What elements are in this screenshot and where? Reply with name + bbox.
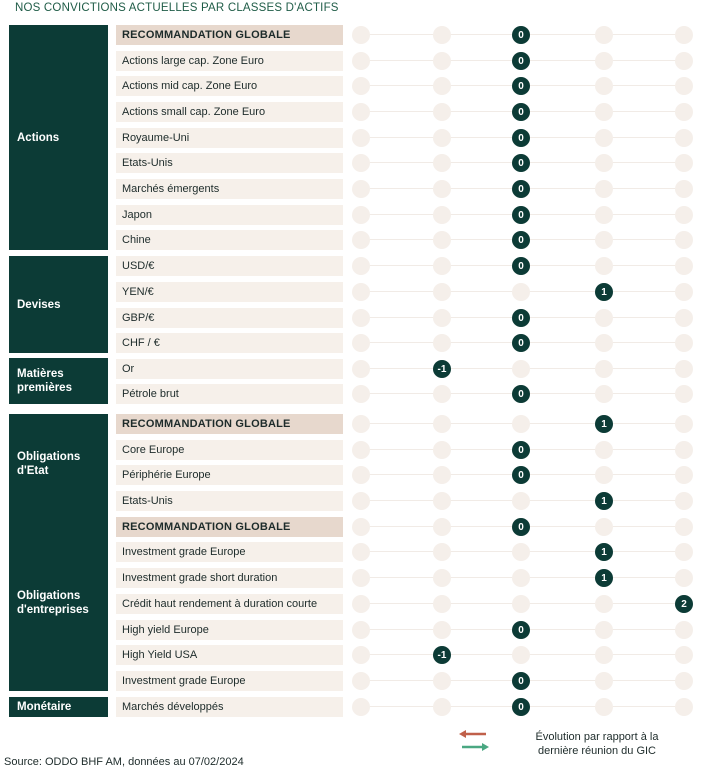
asset-label: Crédit haut rendement à duration courte xyxy=(116,594,343,614)
conviction-marker: 0 xyxy=(512,52,530,70)
conviction-marker: 0 xyxy=(512,672,530,690)
scale-dot xyxy=(352,231,370,249)
asset-label: High Yield USA xyxy=(116,645,343,665)
conviction-marker: 0 xyxy=(512,206,530,224)
conviction-marker: 1 xyxy=(595,415,613,433)
scale-dot xyxy=(595,26,613,44)
conviction-scale xyxy=(350,230,696,250)
scale-dot xyxy=(433,698,451,716)
scale-dot xyxy=(595,672,613,690)
legend-line-1: Évolution par rapport à la xyxy=(535,731,659,743)
category-label: Actions xyxy=(17,131,60,144)
scale-dot xyxy=(352,26,370,44)
scale-dot xyxy=(433,672,451,690)
scale-dot xyxy=(675,26,693,44)
conviction-marker: 0 xyxy=(512,309,530,327)
asset-label: Actions mid cap. Zone Euro xyxy=(116,76,343,96)
conviction-marker: 0 xyxy=(512,334,530,352)
scale-dot xyxy=(352,698,370,716)
conviction-marker: 1 xyxy=(595,569,613,587)
asset-label: Périphérie Europe xyxy=(116,465,343,485)
scale-dot xyxy=(433,334,451,352)
scale-dot xyxy=(433,309,451,327)
scale-dot xyxy=(352,441,370,459)
scale-dot xyxy=(352,621,370,639)
scale-dot xyxy=(433,257,451,275)
conviction-scale xyxy=(350,440,696,460)
conviction-scale xyxy=(350,517,696,537)
scale-dot xyxy=(675,52,693,70)
scale-dot xyxy=(675,646,693,664)
scale-dot xyxy=(595,466,613,484)
scale-dot xyxy=(352,646,370,664)
category-label: Monétaire xyxy=(17,701,72,713)
scale-dot xyxy=(595,129,613,147)
conviction-marker: 2 xyxy=(675,595,693,613)
conviction-scale xyxy=(350,384,696,404)
scale-dot xyxy=(675,129,693,147)
scale-dot xyxy=(352,672,370,690)
scale-dot xyxy=(433,283,451,301)
scale-dot xyxy=(352,569,370,587)
scale-dot xyxy=(675,309,693,327)
scale-dot xyxy=(595,52,613,70)
conviction-scale xyxy=(350,51,696,71)
category-monetaire xyxy=(9,697,108,717)
conviction-marker: 0 xyxy=(512,180,530,198)
conviction-scale xyxy=(350,671,696,691)
conviction-marker: 1 xyxy=(595,283,613,301)
scale-dot xyxy=(675,492,693,510)
scale-dot xyxy=(595,309,613,327)
scale-dot xyxy=(675,698,693,716)
category-obligations-etat xyxy=(9,414,108,514)
asset-label: Investment grade short duration xyxy=(116,568,343,588)
arrow-left-icon xyxy=(459,730,486,738)
scale-dot xyxy=(512,595,530,613)
asset-label: USD/€ xyxy=(116,256,343,276)
scale-dot xyxy=(433,26,451,44)
legend-text xyxy=(522,730,672,758)
scale-dot xyxy=(512,646,530,664)
scale-dot xyxy=(352,385,370,403)
conviction-marker: 0 xyxy=(512,257,530,275)
conviction-scale xyxy=(350,153,696,173)
legend-line-2: dernière réunion du GIC xyxy=(537,745,656,757)
conviction-marker: 0 xyxy=(512,518,530,536)
asset-label: High yield Europe xyxy=(116,620,343,640)
scale-dot xyxy=(352,466,370,484)
scale-dot xyxy=(675,466,693,484)
scale-dot xyxy=(352,283,370,301)
scale-dot xyxy=(595,441,613,459)
scale-dot xyxy=(675,334,693,352)
scale-dot xyxy=(512,492,530,510)
scale-dot xyxy=(675,283,693,301)
conviction-marker: 0 xyxy=(512,698,530,716)
scale-dot xyxy=(595,103,613,121)
asset-label: Actions large cap. Zone Euro xyxy=(116,51,343,71)
conviction-scale xyxy=(350,128,696,148)
conviction-scale xyxy=(350,333,696,353)
scale-dot xyxy=(512,283,530,301)
conviction-marker: 0 xyxy=(512,77,530,95)
scale-dot xyxy=(352,77,370,95)
asset-label: GBP/€ xyxy=(116,308,343,328)
scale-dot xyxy=(595,360,613,378)
conviction-scale xyxy=(350,76,696,96)
asset-label: Japon xyxy=(116,205,343,225)
scale-dot xyxy=(352,543,370,561)
conviction-scale xyxy=(350,491,696,511)
scale-dot xyxy=(595,646,613,664)
scale-dot xyxy=(433,231,451,249)
category-actions xyxy=(9,25,108,250)
scale-dot xyxy=(433,180,451,198)
scale-dot xyxy=(433,206,451,224)
scale-dot xyxy=(433,415,451,433)
category-label: Obligations d'entreprises xyxy=(17,589,89,616)
asset-label: Pétrole brut xyxy=(116,384,343,404)
conviction-scale xyxy=(350,205,696,225)
scale-dot xyxy=(675,154,693,172)
scale-dot xyxy=(675,672,693,690)
conviction-marker: 0 xyxy=(512,466,530,484)
arrow-right-icon xyxy=(462,743,489,751)
scale-dot xyxy=(595,595,613,613)
scale-dot xyxy=(595,77,613,95)
asset-label: Investment grade Europe xyxy=(116,542,343,562)
scale-dot xyxy=(433,595,451,613)
scale-dot xyxy=(433,569,451,587)
conviction-marker: -1 xyxy=(433,646,451,664)
scale-dot xyxy=(675,415,693,433)
scale-dot xyxy=(675,385,693,403)
conviction-scale xyxy=(350,542,696,562)
scale-dot xyxy=(352,360,370,378)
source-note: Source: ODDO BHF AM, données au 07/02/2024 xyxy=(4,756,244,768)
scale-dot xyxy=(433,77,451,95)
conviction-scale xyxy=(350,645,696,665)
conviction-marker: 0 xyxy=(512,26,530,44)
conviction-marker: 0 xyxy=(512,385,530,403)
conviction-marker: 0 xyxy=(512,129,530,147)
asset-label: Etats-Unis xyxy=(116,153,343,173)
asset-label: Etats-Unis xyxy=(116,491,343,511)
scale-dot xyxy=(352,206,370,224)
scale-dot xyxy=(352,52,370,70)
conviction-marker: 0 xyxy=(512,621,530,639)
asset-label: Chine xyxy=(116,230,343,250)
conviction-scale xyxy=(350,414,696,434)
category-label: Matières premières xyxy=(17,368,72,394)
scale-dot xyxy=(352,257,370,275)
conviction-marker: 0 xyxy=(512,231,530,249)
scale-dot xyxy=(595,698,613,716)
scale-dot xyxy=(595,180,613,198)
global-recommendation-label: RECOMMANDATION GLOBALE xyxy=(116,25,343,45)
evolution-legend xyxy=(456,728,492,754)
scale-dot xyxy=(675,77,693,95)
conviction-scale xyxy=(350,179,696,199)
global-recommendation-label: RECOMMANDATION GLOBALE xyxy=(116,414,343,434)
scale-dot xyxy=(433,103,451,121)
conviction-marker: 1 xyxy=(595,543,613,561)
scale-dot xyxy=(352,154,370,172)
scale-dot xyxy=(595,206,613,224)
scale-dot xyxy=(675,206,693,224)
scale-dot xyxy=(675,543,693,561)
asset-label: Marchés développés xyxy=(116,697,343,717)
scale-dot xyxy=(512,415,530,433)
scale-dot xyxy=(595,257,613,275)
asset-label: Actions small cap. Zone Euro xyxy=(116,102,343,122)
scale-dot xyxy=(352,180,370,198)
conviction-scale xyxy=(350,256,696,276)
scale-dot xyxy=(433,154,451,172)
global-recommendation-label: RECOMMANDATION GLOBALE xyxy=(116,517,343,537)
page-title: NOS CONVICTIONS ACTUELLES PAR CLASSES D'ACTIFS xyxy=(15,2,339,14)
asset-label: CHF / € xyxy=(116,333,343,353)
scale-dot xyxy=(433,385,451,403)
scale-dot xyxy=(595,334,613,352)
conviction-scale xyxy=(350,308,696,328)
conviction-scale xyxy=(350,620,696,640)
scale-dot xyxy=(675,257,693,275)
asset-label: Core Europe xyxy=(116,440,343,460)
scale-dot xyxy=(433,621,451,639)
scale-dot xyxy=(675,441,693,459)
scale-dot xyxy=(352,595,370,613)
conviction-scale xyxy=(350,594,696,614)
scale-dot xyxy=(352,518,370,536)
scale-dot xyxy=(675,621,693,639)
asset-label: Marchés émergents xyxy=(116,179,343,199)
scale-dot xyxy=(352,309,370,327)
scale-dot xyxy=(675,569,693,587)
scale-dot xyxy=(433,543,451,561)
scale-dot xyxy=(675,360,693,378)
scale-dot xyxy=(352,334,370,352)
scale-dot xyxy=(512,360,530,378)
conviction-scale xyxy=(350,465,696,485)
scale-dot xyxy=(433,441,451,459)
scale-dot xyxy=(352,129,370,147)
scale-dot xyxy=(433,129,451,147)
category-devises xyxy=(9,256,108,353)
conviction-marker: 0 xyxy=(512,441,530,459)
scale-dot xyxy=(675,518,693,536)
scale-dot xyxy=(433,466,451,484)
scale-dot xyxy=(595,621,613,639)
scale-dot xyxy=(352,415,370,433)
scale-dot xyxy=(595,154,613,172)
conviction-marker: 1 xyxy=(595,492,613,510)
category-label: Obligations d'Etat xyxy=(17,451,81,477)
conviction-scale xyxy=(350,102,696,122)
conviction-scale xyxy=(350,697,696,717)
asset-label: Investment grade Europe xyxy=(116,671,343,691)
category-label: Devises xyxy=(17,298,61,311)
conviction-marker: 0 xyxy=(512,103,530,121)
scale-dot xyxy=(512,543,530,561)
conviction-marker: -1 xyxy=(433,360,451,378)
scale-dot xyxy=(595,518,613,536)
asset-label: YEN/€ xyxy=(116,282,343,302)
asset-label: Or xyxy=(116,359,343,379)
conviction-scale xyxy=(350,568,696,588)
scale-dot xyxy=(352,492,370,510)
scale-dot xyxy=(433,52,451,70)
category-matieres-premieres xyxy=(9,358,108,404)
conviction-marker: 0 xyxy=(512,154,530,172)
scale-dot xyxy=(675,231,693,249)
scale-dot xyxy=(675,180,693,198)
scale-dot xyxy=(433,518,451,536)
scale-dot xyxy=(675,103,693,121)
scale-dot xyxy=(595,385,613,403)
conviction-scale xyxy=(350,282,696,302)
conviction-scale xyxy=(350,25,696,45)
category-obligations-entreprises xyxy=(9,514,108,691)
scale-dot xyxy=(352,103,370,121)
conviction-scale xyxy=(350,359,696,379)
scale-dot xyxy=(595,231,613,249)
scale-dot xyxy=(512,569,530,587)
asset-label: Royaume-Uni xyxy=(116,128,343,148)
scale-dot xyxy=(433,492,451,510)
